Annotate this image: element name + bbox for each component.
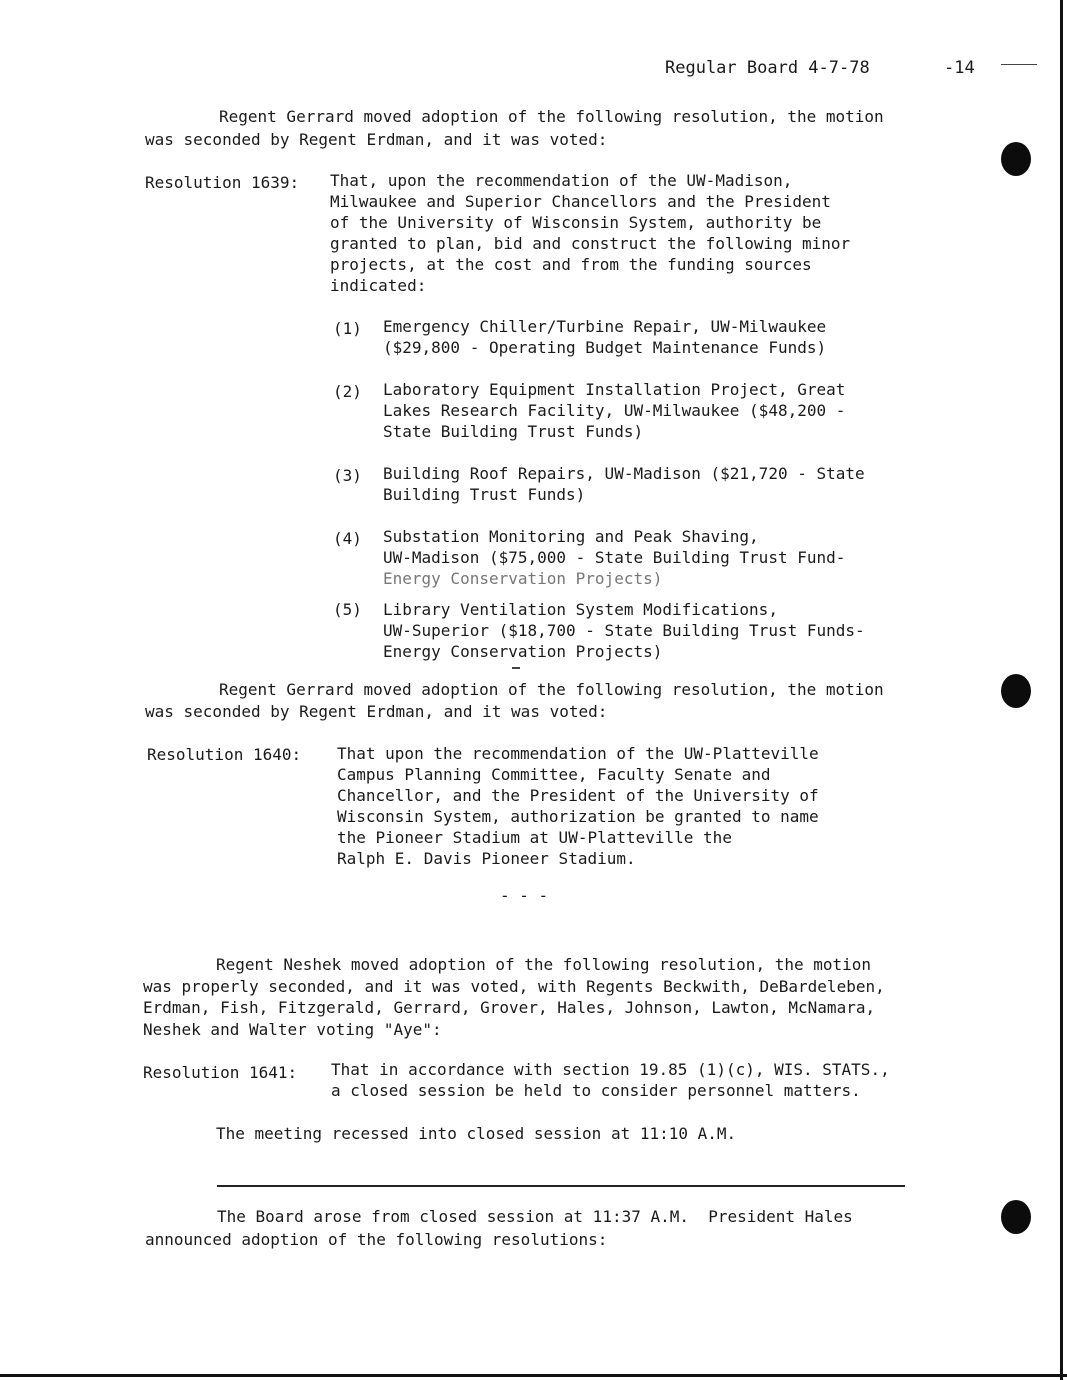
project-item-number: (1) — [333, 319, 362, 338]
para4-line2: announced adoption of the following resolutions: — [145, 1230, 608, 1249]
resolution-1639-line: of the University of Wisconsin System, authority be — [330, 213, 822, 232]
project-item-line: ($29,800 - Operating Budget Maintenance Funds) — [383, 338, 827, 357]
resolution-1639-line: That, upon the recommendation of the UW-Madison, — [330, 171, 793, 190]
resolution-1640-line: Ralph E. Davis Pioneer Stadium. — [337, 849, 636, 868]
project-item-number: (2) — [333, 382, 362, 401]
para2-line2: was seconded by Regent Erdman, and it was voted: — [145, 702, 608, 721]
punch-hole-1 — [1001, 142, 1031, 176]
punch-hole-2 — [1001, 674, 1031, 708]
resolution-1641-line: a closed session be held to consider personnel matters. — [331, 1081, 861, 1100]
project-item-number: (5) — [333, 600, 362, 619]
project-item-line: UW-Superior ($18,700 - State Building Trust Funds- — [383, 621, 865, 640]
horizontal-rule — [217, 1185, 905, 1187]
resolution-1639-line: indicated: — [330, 276, 427, 295]
project-item-line: Laboratory Equipment Installation Project, Great — [383, 380, 846, 399]
page-number: -14 — [944, 58, 975, 78]
project-item-number: (3) — [333, 466, 362, 485]
para4-line1: The Board arose from closed session at 11:37 A.M. President Hales — [217, 1207, 853, 1226]
punch-hole-3 — [1001, 1200, 1031, 1234]
project-item-line: Energy Conservation Projects) — [383, 642, 663, 661]
project-item-line: UW-Madison ($75,000 - State Building Trust Fund- — [383, 548, 846, 567]
resolution-1639-label: Resolution 1639: — [145, 173, 300, 192]
project-item-line: Substation Monitoring and Peak Shaving, — [383, 527, 759, 546]
section-separator: - - - — [500, 886, 549, 905]
resolution-1641-label: Resolution 1641: — [143, 1063, 298, 1082]
resolution-1639-line: granted to plan, bid and construct the following minor — [330, 234, 851, 253]
para3-line: was properly seconded, and it was voted, with Regents Beckwith, DeBardeleben, — [143, 977, 885, 996]
scan-mark — [512, 667, 520, 669]
para1-line2: was seconded by Regent Erdman, and it was voted: — [145, 130, 608, 149]
resolution-1639-line: Milwaukee and Superior Chancellors and the President — [330, 192, 831, 211]
project-item-line: Energy Conservation Projects) — [383, 569, 663, 588]
project-item-line: State Building Trust Funds) — [383, 422, 644, 441]
page-bottom-border — [0, 1374, 1067, 1377]
project-item-number: (4) — [333, 529, 362, 548]
project-item-line: Lakes Research Facility, UW-Milwaukee ($48,200 - — [383, 401, 846, 420]
scan-mark — [1001, 64, 1037, 65]
project-item-line: Building Roof Repairs, UW-Madison ($21,720 - State — [383, 464, 865, 483]
para3-line: Erdman, Fish, Fitzgerald, Gerrard, Grover, Hales, Johnson, Lawton, McNamara, — [143, 998, 876, 1017]
resolution-1641-line: That in accordance with section 19.85 (1)(c), WIS. STATS., — [331, 1060, 890, 1079]
para3-line: Neshek and Walter voting "Aye": — [143, 1020, 442, 1039]
para1-line1: Regent Gerrard moved adoption of the following resolution, the motion — [219, 107, 884, 126]
resolution-1639-line: projects, at the cost and from the funding sources — [330, 255, 812, 274]
project-item-line: Building Trust Funds) — [383, 485, 586, 504]
para3-line: Regent Neshek moved adoption of the following resolution, the motion — [216, 955, 872, 974]
resolution-1640-line: the Pioneer Stadium at UW-Platteville the — [337, 828, 732, 847]
resolution-1640-line: Campus Planning Committee, Faculty Senate and — [337, 765, 771, 784]
project-item-line: Emergency Chiller/Turbine Repair, UW-Milwaukee — [383, 317, 827, 336]
page-right-border — [1060, 0, 1063, 1380]
resolution-1640-label: Resolution 1640: — [147, 745, 302, 764]
board-meeting-label: Regular Board 4-7-78 — [665, 58, 870, 78]
resolution-1640-line: That upon the recommendation of the UW-Platteville — [337, 744, 819, 763]
recess-statement: The meeting recessed into closed session at 11:10 A.M. — [216, 1124, 737, 1143]
para2-line1: Regent Gerrard moved adoption of the following resolution, the motion — [219, 680, 884, 699]
resolution-1640-line: Chancellor, and the President of the University of — [337, 786, 819, 805]
project-item-line: Library Ventilation System Modifications, — [383, 600, 778, 619]
resolution-1640-line: Wisconsin System, authorization be granted to name — [337, 807, 819, 826]
